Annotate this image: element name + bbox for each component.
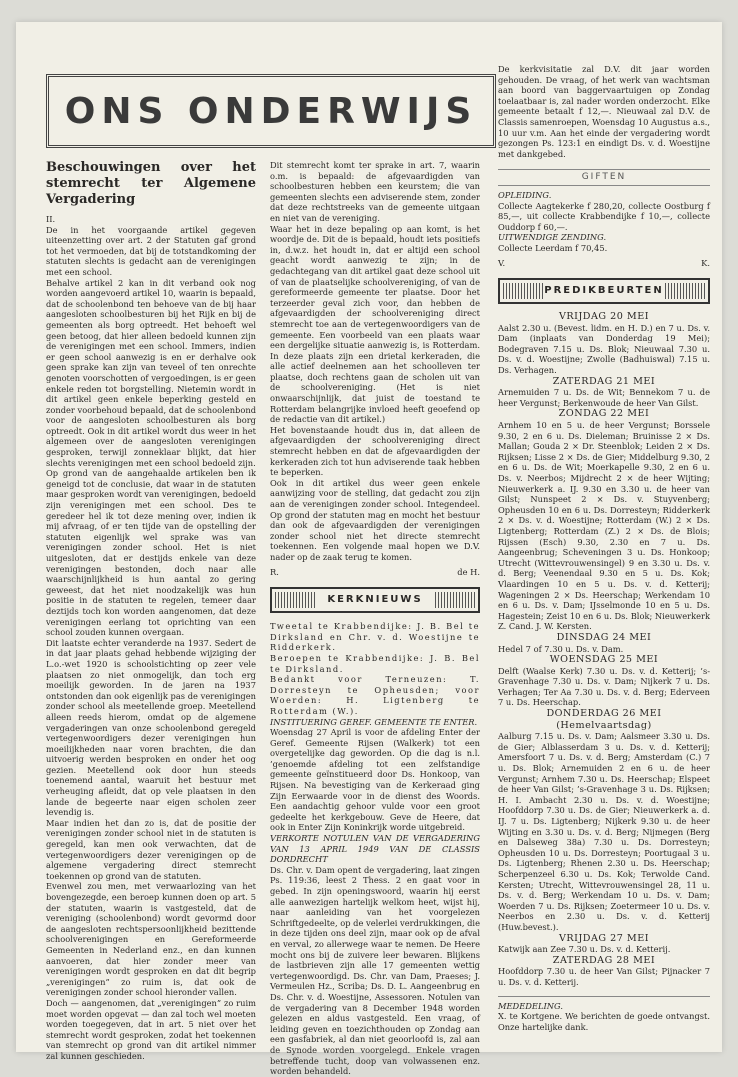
article-paragraph: Ook in dit artikel dus weer geen enkele aanwijzing voor de stelling, dat gedacht zou zijn aan de verenigingen zonder school. Integendeel. Op grond der statuten mag en mocht het bestuur dan ook de afgevaardigden der verenigingen zonder school niet het directe stemrecht toekennen. Een volgende maal hopen we D.V. nader op de zaak terug te komen. (270, 477, 480, 562)
divider (498, 996, 710, 997)
day-heading: VRIJDAG 27 MEI (559, 932, 649, 944)
newspaper-page (16, 22, 722, 1077)
kerknieuws-item: Beroepen te Krabbendijke: J. B. Bel te Dirksland. (270, 652, 480, 674)
giften-heading: GIFTEN (498, 169, 710, 186)
article-part: II. (46, 214, 56, 224)
zending-label: UITWENDIGE ZENDING. (498, 232, 607, 243)
masthead-title: ONS ONDERWIJS (64, 90, 478, 132)
day-schedule: Aalburg 7.15 u. Ds. v. Dam; Aalsmeer 3.30 u. Ds. de Gier; Alblasserdam 3 u. Ds. v. d. Ketterij; Amersfoort 7 u. Ds. v. d. Berg; Amsterdam (C.) 7 u. Ds. Blok; Arnemuiden 2 en 6 u. de heer Vergunst; Arnhem 7.30 u. Ds. Heerschap; Elspeet de heer Van Gilst; ’s-Gravenhage 3 u. Ds. Rijksen; H. I. Ambacht 2.30 u. Ds. v. d. Woestijne; Hoofddorp 7.30 u. Ds. de Gier; Nieuwerkerk a. d. IJ. 7 u. Ds. Ligtenberg; Nijkerk 9.30 u. de heer Wijting en 3.30 u. Ds. v. d. Berg; Nijmegen (Berg en Dalseweg 38a) 7.30 u. Ds. Dorresteyn; Opheusden 10 u. Ds. Dorresteyn; Poortugaal 3 u. Ds. Ligtenberg; Rhenen 2.30 u. Ds. Heerschap; Scherpenzeel 6.30 u. Ds. Kok; Terwolde Cand. Kersten; Utrecht, Wittevrouwensingel 28, 11 u. Ds. v. d. Berg; Werkendam 10 u. Ds. v. Dam; Woerden 7 u. Ds. Rijksen; Zoetermeer 10 u. Ds. v. Neerbos en 2.30 u. Ds. v. d. Ketterij (Huw.bevest.). (498, 731, 710, 932)
notulen-title: VERKORTE NOTULEN VAN DE VERGADERING VAN 13 APRIL 1949 VAN DE CLASSIS DORDRECHT (270, 833, 480, 865)
day-schedule: Delft (Waalse Kerk) 7.30 u. Ds. v. d. Ketterij; ’s-Gravenhage 7.30 u. Ds. v. Dam; Nijkerk 7 u. Ds. Verhagen; Ter Aa 7.30 u. Ds. v. d. Berg; Ederveen 7 u. Ds. Heerschap. (498, 665, 710, 708)
article-paragraph: Evenwel zou men, met verwaarlozing van het bovengezegde, een beroep kunnen doen op art. 5 der statuten, waarin is vastgesteld, dat de vereniging (schoolenbond) wordt gevormd door de aangesloten rechtspersoonlijkheid bezittende schoolverenigingen en Gereformeerde Gemeenten in Nederland enz., en dan kunnen aanvoeren, dat hier zonder meer van verenigingen wordt gesproken en dat dit begrip „verenigingen” zo ruim is, dat ook de verenigingen zonder school hieronder vallen. (46, 881, 256, 998)
article-title: Beschouwingen over het stemrecht ter Algemene Vergadering (46, 160, 256, 207)
day-schedule: Arnhem 10 en 5 u. de heer Vergunst; Borssele 9.30, 2 en 6 u. Ds. Dieleman; Bruinisse 2 × Ds. Mallan; Gouda 2 × Dr. Steenblok; Leiden 2 × Ds. Rijksen; Lisse 2 × Ds. de Gier; Middelburg 9.30, 2 en 6 u. Ds. de Wit; Moerkapelle 9.30, 2 en 6 u. Ds. v. Neerbos; Mijdrecht 2 × de heer Wijting; Nieuwerkerk a. IJ. 9.30 en 3.30 u. de heer van Gilst; Nunspeet 2 × Ds. v. Stuyvenberg; Opheusden 10 en 6 u. Ds. Dorresteyn; Ridderkerk 2 × Ds. v. d. Woestijne; Rotterdam (W.) 2 × Ds. Ligtenberg; Rotterdam (Z.) 2 × Ds. de Blois; Rijssen (Esch) 9.30, 2.30 en 7 u. Ds. Aangeenbrug; Scheveningen 3 u. Ds. Honkoop; Utrecht (Wittevrouwensingel) 9 en 3.30 u. Ds. v. d. Berg; Veenendaal 9.30 en 5 u. Ds. Kok; Vlaardingen 10 en 5 u. Ds. v. d. Ketterij; Wageningen 2 × Ds. Heerschap; Werkendam 10 en 6 u. Ds. v. Dam; IJsselmonde 10 en 5 u. Ds. Hagestein; Zeist 10 en 6 u. Ds. Blok; Nieuwerkerk Z. Cand. J. W. Kersten. (498, 420, 710, 632)
day-subheading: (Hemelvaartsdag) (556, 719, 652, 731)
zending-text: Collecte Leerdam f 70,45. (498, 242, 608, 253)
day-heading: DINSDAG 24 MEI (556, 631, 652, 643)
day-heading: DONDERDAG 26 MEI (546, 708, 662, 720)
notulen-continued: De kerkvisitatie zal D.V. dit jaar worden gehouden. De vraag, of het werk van wachtsman aan boord van baggervaartuigen op Zondag toelaatbaar is, zal nader worden onderzocht. Elke gemeente betaalt f 12,—. Nieuwaal zal D.V. de Classis samenroepen, Woensdag 10 Augustus a.s., 10 uur v.m. Aan het einde der vergadering wordt gezongen Ps. 123:1 en eindigt Ds. v. d. Woestijne met dankgebed. (498, 64, 710, 159)
day-schedule: Arnemuiden 7 u. Ds. de Wit; Bennekom 7 u. de heer Vergunst; Berkenwoude de heer Van Gilst. (498, 387, 710, 408)
giften-sign-left: V. (498, 257, 506, 268)
article-paragraph: Waar het in deze bepaling op aan komt, is het woordje de. Dit de is bepaald, houdt iets positiefs in, d.w.z. het houdt in, dat er altijd een school geacht wordt aanwezig te zijn; in de gedachtegang van dit artikel gaat deze school uit of van de plaatselijke schoolvereniging, of van de gereformeerde gemeente ter plaatse. Door het terzeerder geval zich voor, dan hebben de afgevaardigden der schoolvereniging direct stemrecht toe aan de vertegenwoordigers van de gemeente. Een voorbeeld van een plaats waar een dergelijke situatie aanwezig is, is Rotterdam. In deze plaats zijn een drietal kerkeraden, die alle actief deelnemen aan het schoolleven ter plaatse, doch rechtens gaan de scholen uit van de schoolvereniging. (Het is niet onwaarschijnlijk, dat juist de toestand te Rotterdam belangrijke invloed heeft geoefend op de redactie van dit artikel.) (270, 223, 480, 425)
day-heading: ZATERDAG 28 MEI (552, 954, 656, 966)
kerknieuws-heading-box (270, 587, 480, 613)
day-heading: ZATERDAG 21 MEI (552, 375, 656, 387)
article-paragraph: Dit laatste echter veranderde na 1937. Sedert de in dat jaar plaats gehad hebbende wijziging der L.o.-wet 1920 is schoolstichting op zeer vele plaatsen zo niet onmogelijk, dan toch erg moeilijk geworden. In de jaren na 1937 ontstonden dan ook eigenlijk pas de verenigingen zonder school als meetellende groep. Meetellend alleen reeds hierom, omdat op de algemene vergaderingen van onze schoolenbond geregeld vertegenwoordigers dezer verenigingen hun moeilijkheden naar voren brachten, die dan uitvoerig werden besproken en onder het oog gezien. Meetellend ook door hun steeds toenemend aantal, waaruit het bestuur met verheuging afleidt, dat op vele plaatsen in den lande de begeerte naar eigen scholen zeer levendig is. (46, 637, 256, 818)
kerknieuws-heading: KERKNIEUWS (327, 593, 423, 605)
signature-right: de H. (457, 566, 480, 577)
day-heading: WOENSDAG 25 MEI (549, 654, 659, 666)
predikbeurten-heading: PREDIKBEURTEN (544, 284, 664, 296)
article-paragraph: Dit stemrecht komt ter sprake in art. 7, waarin o.m. is bepaald: de afgevaardigden van schoolbesturen hebben een keurstem; die van gemeenten slechts een adviserende stem, zonder dat deze rechtstreeks van de gemeente uitgaan en niet van de vereniging. (270, 160, 480, 223)
day-schedule: Aalst 2.30 u. (Bevest. lidm. en H. D.) en 7 u. Ds. v. Dam (inplaats van Donderdag 19 Mei); Bodegraven 7.15 u. Ds. Blok; Nieuwaal 7.30 u. Ds. v. d. Woestijne; Zwolle (Badhuiswal) 7.15 u. Ds. Verhagen. (498, 322, 710, 376)
day-heading: ZONDAG 22 MEI (558, 408, 650, 420)
instituering-title: INSTITUERING GEREF. GEMEENTE TE ENTER. (270, 716, 478, 727)
article-paragraph: Op grond van de aangehaalde artikelen ben ik geneigd tot de conclusie, dat waar in de statuten maar gesproken wordt van verenigingen, bedoeld zijn verenigingen met een school. Des te geredeer hel ik tot deze mening over, indien ik mij afvraag, of er ten tijde van de opstelling der statuten eigenlijk wel sprake was van verenigingen zonder school. Het is niet uitgesloten, dat er destijds enkele van deze verenigingen bestonden, doch naar alle waarschijnlijkheid is hun aantal zo gering geweest, dat het niet noodzakelijk was hun positie in de statuten te regelen, temeer daar deztijds toch kon worden aangenomen, dat deze verenigingen eerlang tot oprichting van een school zouden kunnen overgaan. (46, 468, 257, 638)
column-3 (498, 64, 710, 1044)
article-paragraph: Het bovenstaande houdt dus in, dat alleen de afgevaardigden der schoolvereniging direct stemrecht hebben en dat de afgevaardigden der kerkeraden zich tot hun adviserende taak hebben te beperken. (270, 424, 480, 478)
day-schedule: Katwijk aan Zee 7.30 u. Ds. v. d. Ketterij. (498, 944, 671, 955)
giften-signature (498, 258, 710, 269)
opleiding-label: OPLEIDING. (498, 189, 552, 200)
day-schedule: Hoofddorp 7.30 u. de heer Van Gilst; Pijnacker 7 u. Ds. v. d. Ketterij. (498, 966, 710, 987)
giften-sign-right: K. (701, 257, 710, 268)
signature-left: R. (270, 566, 279, 577)
article-paragraph: De in het voorgaande artikel gegeven uiteenzetting over art. 2 der Statuten gaf grond tot het vermoeden, dat bij de totstandkoming der statuten slechts is gedacht aan de verenigingen met een school. (46, 224, 256, 277)
instituering-text: Woensdag 27 April is voor de afdeling Enter der Geref. Gemeente Rijsen (Walkerk) tot een overgetelijke dag geworden. Op die dag is n.l. ’genoemde afdeling tot een zelfstandige gemeente geïnstitueerd door Ds. Honkoop, van Rijsen. Na bevestiging van de Kerkeraad ging Zijn Eerwaarde voor in de dienst des Woords. Een aandachtig gehoor vulde voor een groot gedeelte het kerkgebouw. Geve de Heere, dat ook in Enter Zijn Koninkrijk worde uitgebreid. (270, 727, 480, 833)
article-signature (270, 567, 480, 578)
article-paragraph: Behalve artikel 2 kan in dit verband ook nog worden aangevoerd artikel 10, waarin is bepaald, dat de schoolenbond ten behoeve van de bij haar aangesloten schoolbesturen bij het Rijk en bij de gemeenten als borg optreedt. Het behoeft wel geen betoog, dat hier alleen bedoeld kunnen zijn de verenigingen met een school. Immers, indien er geen school aanwezig is en er derhalve ook geen sprake kan zijn van teveel of ten onrechte genoten voorschotten of vergoedingen, is er geen enkele reden tot borgstelling. Nietemin wordt in dit artikel geen enkele beperking gesteld en zonder voorbehoud bepaald, dat de schoolenbond voor de aangesloten schoolbesturen als borg optreedt. Ook in dit artikel wordt dus weer in het algemeen over de aangesloten verenigingen gesproken, terwijl zonneklaar blijkt, dat hier slechts verenigingen met een school bedoeld zijn. (46, 277, 256, 468)
predikbeurten-heading-box (498, 278, 710, 304)
notulen-text: Ds. Chr. v. Dam opent de vergadering, laat zingen Ps. 119:36, leest 2 Thess. 2 en gaat voor in gebed. In zijn openingswoord, waarin hij eerst alle aanwezigen hartelijk welkom heet, wijst hij, naar aanleiding van het voorgelezen Schriftgedeelte, op de velerlei verdrukkingen, die in deze tijden ons deel zijn, maar ook op de afval en verval, zo allerwege waar te nemen. De Heere mocht ons bij de zuivere leer bewaren. Blijkens de lastbrieven zijn alle 17 gemeenten wettig vertegenwoordigd. Ds. Chr. van Dam, Praeses; J. Vermeulen Hz., Scriba; Ds. D. L. Aangeenbrug en Ds. Chr. v. d. Woestijne, Assessoren. Notulen van de vergadering van 8 December 1948 worden gelezen en aldus vastgesteld. Een vraag, of leiding geven en toezichthouden op Zondag aan een gasfabriek, al dan niet geoorloofd is, zal aan de Synode worden voorgelegd. Enkele vragen betreffende tucht, doop van volwassenen enz. worden behandeld. (270, 864, 480, 1077)
article-paragraph: Doch — aangenomen, dat „verenigingen” zo ruim moet worden opgevat — dan zal toch wel moeten worden toegegeven, dat in art. 5 niet over het stemrecht wordt gesproken, zodat het toekennen van stemrecht op grond van dit artikel nimmer zal kunnen geschieden. (46, 997, 256, 1061)
day-schedule: Hedel 7 of 7.30 u. Ds. v. Dam. (498, 643, 624, 654)
mededeling-text: X. te Kortgene. We berichten de goede ontvangst. Onze hartelijke dank. (498, 1011, 710, 1032)
kerknieuws-item: Bedankt voor Terneuzen: T. Dorresteyn te Opheusden; voor Woerden: H. Ligtenberg te Rotterdam (W.). (270, 674, 480, 716)
column-2 (270, 160, 480, 1077)
mededeling-heading: MEDEDELING. (498, 1000, 563, 1011)
masthead-box (46, 74, 496, 148)
kerknieuws-item: Tweetal te Krabbendijke: J. B. Bel te Dirksland en Chr. v. d. Woestijne te Ridderkerk. (270, 621, 480, 653)
column-1 (46, 160, 257, 1061)
opleiding-text: Collecte Aagtekerke f 280,20, collecte Oostburg f 85,—, uit collecte Krabbendijke f 10,—, collecte Ouddorp f 60,—. (498, 200, 710, 232)
day-heading: VRIJDAG 20 MEI (559, 311, 649, 323)
article-paragraph: Maar indien het dan zo is, dat de positie der verenigingen zonder school niet in de statuten is geregeld, kan men ook verwachten, dat de vertegenwoordigers dezer verenigingen op de algemene vergadering direct stemrecht toekennen op grond van de statuten. (46, 817, 256, 881)
